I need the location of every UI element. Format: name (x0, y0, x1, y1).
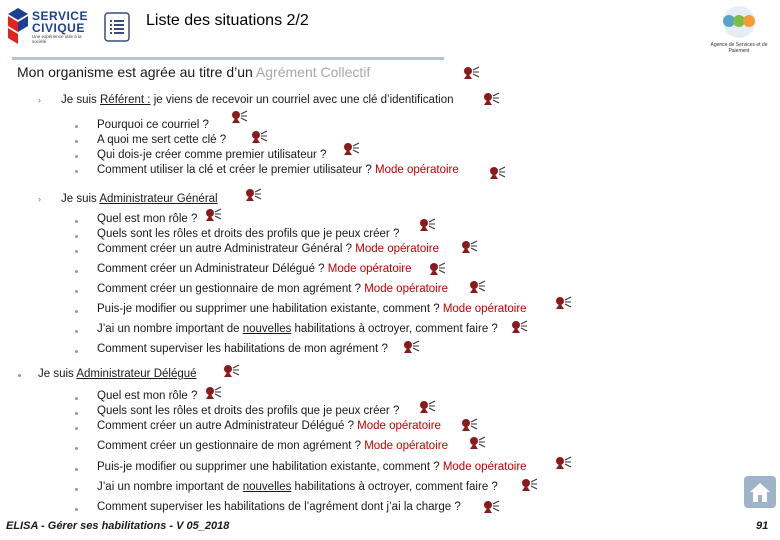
bullet (75, 330, 78, 333)
asp-emblem-icon (710, 4, 768, 40)
list-item[interactable]: Comment utiliser la clé et créer le premier utilisateur ? Mode opératoire (97, 164, 459, 176)
list-item[interactable]: Comment créer un autre Administrateur Général ? Mode opératoire (97, 243, 439, 255)
speaker-icon[interactable] (460, 418, 478, 432)
page-number: 91 (756, 520, 769, 532)
speaker-icon[interactable] (520, 478, 538, 492)
bullet (75, 427, 78, 430)
list-item[interactable]: Comment créer un autre Administrateur Délégué ? Mode opératoire (97, 420, 441, 432)
speaker-icon[interactable] (342, 142, 360, 156)
mode-operatoire-link[interactable]: Mode opératoire (364, 283, 448, 295)
bullet (75, 350, 78, 353)
speaker-icon[interactable] (468, 436, 486, 450)
mode-operatoire-link[interactable]: Mode opératoire (357, 420, 441, 432)
list-item[interactable]: Comment superviser les habilitations de l’agrément dont j’ai la charge ? (97, 501, 461, 513)
bullet (75, 250, 78, 253)
bullet (18, 374, 21, 377)
asp-caption: Agence de Services et de Paiement (710, 42, 768, 54)
bullet (75, 220, 78, 223)
list-item[interactable]: Comment superviser les habilitations de mon agrément ? (97, 343, 388, 355)
bullet (75, 290, 78, 293)
speaker-icon[interactable] (222, 364, 240, 378)
bullet (75, 310, 78, 313)
bullet (75, 468, 78, 471)
mode-operatoire-link[interactable]: Mode opératoire (327, 263, 412, 275)
bullet (75, 488, 78, 491)
mode-operatoire-link[interactable]: Mode opératoire (375, 164, 459, 176)
mode-operatoire-link[interactable]: Mode opératoire (355, 243, 439, 255)
list-item[interactable]: Pourquoi ce courriel ? (97, 119, 209, 131)
asp-logo (710, 4, 768, 62)
bullet (75, 397, 78, 400)
list-item[interactable]: Quels sont les rôles et droits des profils que je peux créer ? (97, 228, 400, 240)
bullet (75, 125, 78, 128)
mode-operatoire-link[interactable]: Mode opératoire (442, 303, 527, 315)
speaker-icon[interactable] (488, 166, 506, 180)
list-item[interactable]: Puis-je modifier ou supprimer une habilitation existante, comment ? Mode opératoire (97, 303, 527, 315)
list-item[interactable]: J’ai un nombre important de nouvelles habilitations à octroyer, comment faire ? (97, 323, 498, 335)
speaker-icon[interactable] (418, 218, 436, 232)
header-divider (12, 57, 444, 60)
speaker-icon[interactable] (244, 188, 262, 202)
list-item[interactable]: Puis-je modifier ou supprimer une habilitation existante, comment ? Mode opératoire (97, 461, 527, 473)
list-item[interactable]: J’ai un nombre important de nouvelles habilitations à octroyer, comment faire ? (97, 481, 498, 493)
logo-text: SERVICE CIVIQUE (32, 9, 88, 35)
list-item[interactable]: Quel est mon rôle ? (97, 390, 198, 402)
bullet (75, 235, 78, 238)
bullet (75, 140, 78, 143)
list-item[interactable]: Quel est mon rôle ? (97, 213, 198, 225)
list-icon (104, 12, 130, 42)
speaker-icon[interactable] (428, 262, 446, 276)
bullet (75, 270, 78, 273)
speaker-icon[interactable] (468, 280, 486, 294)
mode-operatoire-link[interactable]: Mode opératoire (364, 440, 448, 452)
speaker-icon[interactable] (554, 296, 572, 310)
speaker-icon[interactable] (460, 240, 478, 254)
admin-delegue-heading: Je suis Administrateur Délégué (38, 368, 197, 380)
referent-heading: Je suis Référent : je viens de recevoir un courriel avec une clé d’identification (61, 94, 454, 106)
logo-tagline: Une expérience utile à la société (32, 34, 82, 44)
mode-operatoire-link[interactable]: Mode opératoire (442, 461, 527, 473)
speaker-icon[interactable] (482, 500, 500, 514)
bullet (75, 447, 78, 450)
bullet (75, 170, 78, 173)
list-item[interactable]: A quoi me sert cette clé ? (97, 134, 227, 146)
list-item[interactable]: Quels sont les rôles et droits des profils que je peux créer ? (97, 405, 400, 417)
list-item[interactable]: Comment créer un gestionnaire de mon agrément ? Mode opératoire (97, 283, 448, 295)
list-item[interactable]: Comment créer un gestionnaire de mon agrément ? Mode opératoire (97, 440, 448, 452)
speaker-icon[interactable] (482, 92, 500, 106)
bullet (75, 412, 78, 415)
speaker-icon[interactable] (402, 340, 420, 354)
speaker-icon[interactable] (554, 456, 572, 470)
service-civique-emblem-icon (4, 6, 30, 46)
list-item[interactable]: Qui dois-je créer comme premier utilisateur ? (97, 149, 327, 161)
chevron-right-icon: › (38, 194, 41, 204)
speaker-icon[interactable] (204, 386, 222, 400)
speaker-icon[interactable] (204, 208, 222, 222)
speaker-icon[interactable] (510, 320, 528, 334)
speaker-icon[interactable] (418, 400, 436, 414)
speaker-icon[interactable] (230, 110, 248, 124)
admin-general-heading: Je suis Administrateur Général (61, 193, 218, 205)
bullet (75, 155, 78, 158)
chevron-right-icon: › (38, 95, 41, 105)
list-item[interactable]: Comment créer un Administrateur Délégué ? Mode opératoire (97, 263, 412, 275)
service-civique-logo (4, 6, 86, 48)
footer-text: ELISA - Gérer ses habilitations - V 05_2018 (6, 520, 230, 532)
speaker-icon[interactable] (250, 130, 268, 144)
speaker-icon[interactable] (462, 66, 480, 80)
page-title: Liste des situations 2/2 (146, 12, 309, 29)
home-icon[interactable] (744, 476, 776, 508)
section-heading: Mon organisme est agrée au titre d’un Agrément Collectif (17, 64, 371, 80)
bullet (75, 508, 78, 511)
